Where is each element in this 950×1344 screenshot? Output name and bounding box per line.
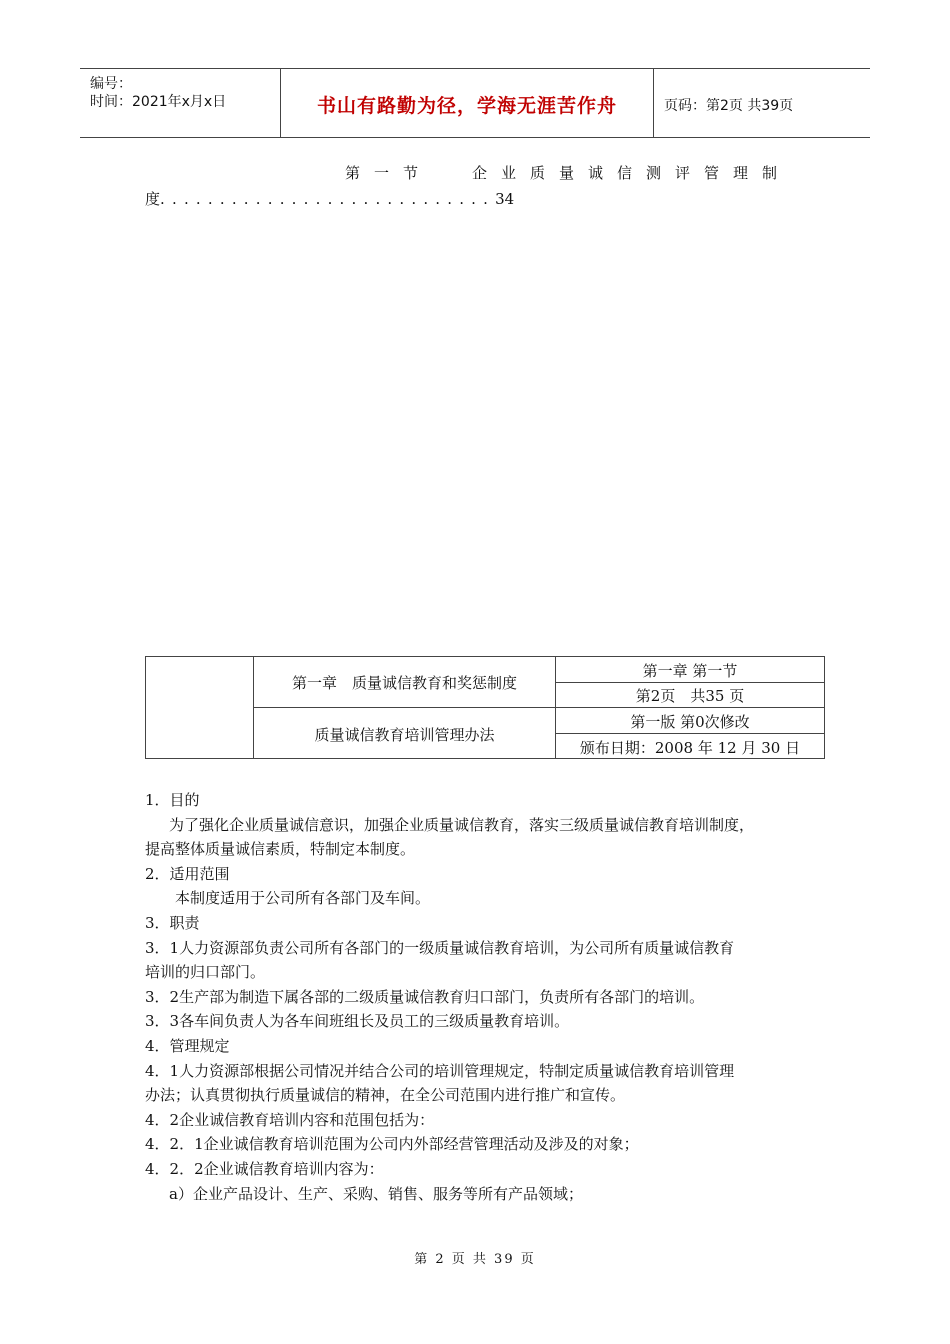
document-number-label: 编号： (90, 76, 132, 92)
page-footer: 第 2 页 共 39 页 (414, 1252, 536, 1267)
header-page-cell (654, 69, 870, 137)
toc-entry-line2 (145, 188, 514, 209)
paragraph-line: 4．1人力资源部根据公司情况并结合公司的培训管理规定，特制定质量诚信教育培训管理 (145, 1061, 735, 1080)
document-time-label: 时间：2021年x月x日 (90, 94, 227, 110)
paragraph-line: 本制度适用于公司所有各部门及车间。 (175, 889, 431, 908)
section-heading: 3．职责 (145, 913, 200, 932)
page-header (80, 68, 870, 138)
paragraph-line: 提高整体质量诚信素质，特制定本制度。 (145, 840, 416, 859)
paragraph-line: 4．2企业诚信教育培训内容和范围包括为： (145, 1110, 435, 1129)
paragraph-line: 培训的归口部门。 (145, 963, 266, 982)
toc-page-number: 34 (495, 190, 515, 208)
paragraph-line: 3．2生产部为制造下属各部的二级质量诚信教育归口部门，负责所有各部门的培训。 (145, 987, 705, 1006)
toc-section-title: 企业质量诚信测评管理制 (472, 164, 792, 182)
document-body (145, 788, 815, 1206)
table-page-count: 第2页 共35 页 (635, 687, 745, 705)
issue-date: 颁布日期：2008 年 12 月 30 日 (579, 739, 801, 757)
paragraph-line: 4．2．1企业诚信教育培训范围为公司内外部经营管理活动及涉及的对象； (145, 1135, 639, 1154)
version-info: 第一版 第0次修改 (630, 713, 750, 731)
header-info-cell (80, 69, 281, 137)
motto-text: 书山有路勤为径，学海无涯苦作舟 (316, 95, 617, 117)
chapter-title: 第一章 质量诚信教育和奖惩制度 (291, 674, 517, 692)
toc-entry-line1 (345, 162, 791, 183)
toc-section-title-end: 度 (145, 190, 161, 208)
list-item: a）企业产品设计、生产、采购、销售、服务等所有产品领域； (169, 1184, 583, 1203)
section-heading: 1．目的 (145, 791, 200, 809)
chapter-section: 第一章 第一节 (642, 662, 738, 680)
paragraph-line: 4．2．2企业诚信教育培训内容为： (145, 1159, 384, 1178)
paragraph-line: 办法；认真贯彻执行质量诚信的精神，在全公司范围内进行推广和宣传。 (145, 1086, 626, 1105)
section-heading: 4．管理规定 (145, 1036, 230, 1055)
paragraph-line: 3．3各车间负责人为各车间班组长及员工的三级质量教育培训。 (145, 1012, 570, 1031)
paragraph-line: 3．1人力资源部负责公司所有各部门的一级质量诚信教育培训，为公司所有质量诚信教育 (145, 938, 735, 957)
toc-leader-dots: ............................ (160, 190, 496, 208)
paragraph-line: 为了强化企业质量诚信意识，加强企业质量诚信教育，落实三级质量诚信教育培训制度， (169, 815, 755, 834)
document-title: 质量诚信教育培训管理办法 (314, 726, 495, 744)
toc-section-number: 第一节 (345, 164, 433, 182)
header-motto-cell (281, 69, 654, 137)
document-info-table (145, 656, 825, 759)
section-heading: 2．适用范围 (145, 864, 230, 883)
page-info: 页码：第2页 共39页 (664, 98, 794, 114)
